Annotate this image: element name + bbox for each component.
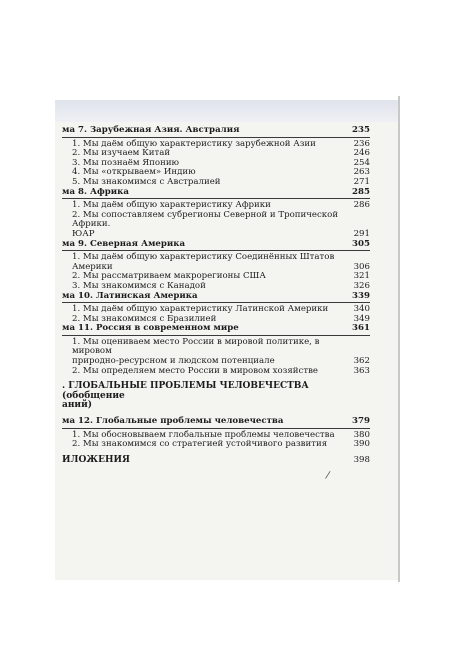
toc-item-text: 5. Мы знакомимся с Австралией: [72, 176, 221, 187]
toc-page-number: 362: [353, 356, 370, 367]
toc-page-number: 379: [352, 416, 370, 427]
page-top-band: [55, 100, 400, 122]
divider: [62, 335, 370, 336]
toc-page-number: 305: [352, 238, 370, 249]
divider: [62, 198, 370, 199]
toc-topic-title: ма 8. Африка: [62, 186, 129, 197]
toc-topic-title: ма 12. Глобальные проблемы человечества: [62, 416, 284, 427]
toc-page-number: 339: [352, 290, 370, 301]
toc-topic-title: ма 10. Латинская Америка: [62, 290, 198, 301]
toc-topic-11: [62, 324, 370, 334]
toc-item-text: ЮАР: [72, 228, 95, 239]
toc-page-number: 349: [353, 313, 370, 324]
toc-page-number: 286: [353, 200, 370, 211]
toc-item: [62, 367, 370, 377]
page-edge: [398, 96, 400, 582]
toc-item-text: 2. Мы изучаем Китай: [72, 148, 171, 159]
toc-page-number: 236: [353, 138, 370, 149]
toc-page-number: 263: [353, 167, 370, 178]
toc-item-text: 3. Мы познаём Японию: [72, 157, 180, 168]
toc-item-text: Америки: [72, 261, 113, 272]
toc-page-number: 291: [353, 228, 370, 239]
toc-item-text: 2. Мы сопоставляем субрегионы Северной и Тропической Африки.: [72, 209, 339, 230]
toc-item-text: 1. Мы даём общую характеристику Соединённых Штатов: [72, 252, 335, 263]
toc-item: [62, 211, 370, 230]
divider: [62, 428, 370, 429]
toc-topic-title: ма 7. Зарубежная Азия. Австралия: [62, 125, 240, 135]
toc-item-text: 1. Мы даём общую характеристику Латинской Америки: [72, 304, 329, 315]
toc-page-number: 361: [352, 323, 370, 334]
toc-item-text: 3. Мы знакомимся с Канадой: [72, 280, 206, 291]
toc-topic-7: [62, 126, 370, 136]
toc-appendix: [62, 456, 370, 466]
section-title: аний): [62, 400, 93, 411]
toc-topic-10: [62, 292, 370, 302]
divider: [62, 250, 370, 251]
toc-page-number: 254: [353, 157, 370, 168]
toc-page-number: 271: [353, 176, 370, 187]
toc-item-text: 1. Мы даём общую характеристику зарубежной Азии: [72, 138, 316, 149]
toc-page-number: 246: [353, 148, 370, 159]
divider: [62, 302, 370, 303]
toc-page-number: 363: [353, 365, 370, 376]
toc-item-text: 2. Мы знакомимся с Бразилией: [72, 313, 217, 324]
toc-section-heading: [62, 382, 370, 401]
toc-item-text: 1. Мы обосновываем глобальные проблемы человечества: [72, 429, 335, 440]
toc-page-number: 285: [352, 186, 370, 197]
toc-section-heading-cont: [62, 401, 370, 411]
toc-item-text: 4. Мы «открываем» Индию: [72, 167, 196, 178]
stray-pen-mark: /: [324, 469, 331, 482]
toc-topic-title: ма 11. Россия в современном мире: [62, 323, 239, 334]
toc-page-number: 235: [352, 125, 370, 135]
toc-item-text: природно-ресурсном и людском потенциале: [72, 356, 275, 367]
toc-item-text: 2. Мы знакомимся со стратегией устойчивого развития: [72, 439, 328, 450]
toc-item: [62, 338, 370, 357]
toc-topic-title: ма 9. Северная Америка: [62, 238, 186, 249]
toc-item-text: 1. Мы оцениваем место России в мировой политике, в мировом: [72, 336, 320, 357]
toc-page-number: 321: [353, 271, 370, 282]
toc-page-number: 380: [353, 429, 370, 440]
divider: [62, 137, 370, 138]
toc-page-number: 326: [353, 280, 370, 291]
toc-item-text: 2. Мы рассматриваем макрорегионы США: [72, 271, 266, 282]
table-of-contents: [62, 126, 370, 465]
toc-page-number: 398: [353, 454, 370, 465]
appendix-title: ИЛОЖЕНИЯ: [62, 454, 130, 465]
toc-topic-9: [62, 240, 370, 250]
toc-page-number: 340: [353, 304, 370, 315]
toc-page-number: 306: [353, 261, 370, 272]
toc-item-text: 1. Мы даём общую характеристику Африки: [72, 200, 271, 211]
toc-item: [62, 440, 370, 450]
toc-item-text: 2. Мы определяем место России в мировом хозяйстве: [72, 365, 318, 376]
section-title: . ГЛОБАЛЬНЫЕ ПРОБЛЕМЫ ЧЕЛОВЕЧЕСТВА (обобщение: [62, 381, 309, 401]
toc-page-number: 390: [353, 439, 370, 450]
toc-topic-8: [62, 188, 370, 198]
toc-topic-12: [62, 417, 370, 427]
